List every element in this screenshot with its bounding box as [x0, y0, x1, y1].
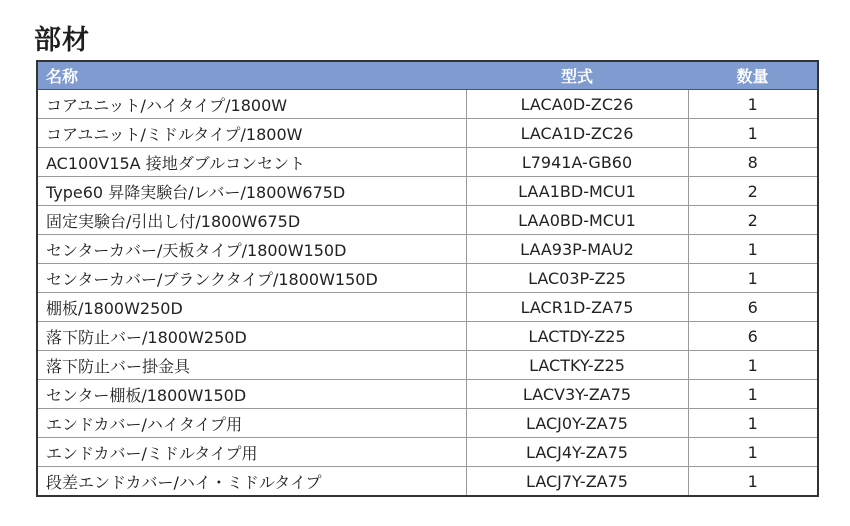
cell-model: LACA0D-ZC26	[466, 90, 688, 119]
cell-name: コアユニット/ハイタイプ/1800W	[37, 90, 466, 119]
table-row	[37, 409, 818, 438]
table-row	[37, 380, 818, 409]
cell-model: LAA0BD-MCU1	[466, 206, 688, 235]
cell-name: 段差エンドカバー/ハイ・ミドルタイプ	[37, 467, 466, 497]
table-row	[37, 90, 818, 119]
column-header-name: 名称	[37, 61, 466, 90]
cell-qty: 2	[688, 206, 818, 235]
cell-name: AC100V15A 接地ダブルコンセント	[37, 148, 466, 177]
cell-name: Type60 昇降実験台/レバー/1800W675D	[37, 177, 466, 206]
cell-qty: 1	[688, 119, 818, 148]
cell-model: LAA93P-MAU2	[466, 235, 688, 264]
cell-model: LACTKY-Z25	[466, 351, 688, 380]
cell-qty: 6	[688, 293, 818, 322]
table-row	[37, 148, 818, 177]
cell-name: 落下防止バー掛金具	[37, 351, 466, 380]
cell-qty: 1	[688, 409, 818, 438]
cell-qty: 1	[688, 235, 818, 264]
cell-qty: 8	[688, 148, 818, 177]
column-header-model: 型式	[466, 61, 688, 90]
page-title: 部材	[34, 25, 90, 56]
cell-model: LACV3Y-ZA75	[466, 380, 688, 409]
cell-qty: 1	[688, 380, 818, 409]
table-row	[37, 206, 818, 235]
table-header-row	[37, 61, 818, 90]
cell-model: LACTDY-Z25	[466, 322, 688, 351]
cell-qty: 2	[688, 177, 818, 206]
cell-name: 棚板/1800W250D	[37, 293, 466, 322]
table-row	[37, 177, 818, 206]
table-row	[37, 235, 818, 264]
cell-name: センター棚板/1800W150D	[37, 380, 466, 409]
cell-qty: 1	[688, 90, 818, 119]
column-header-qty: 数量	[688, 61, 818, 90]
cell-model: LACJ0Y-ZA75	[466, 409, 688, 438]
cell-model: L7941A-GB60	[466, 148, 688, 177]
cell-qty: 1	[688, 264, 818, 293]
table-row	[37, 467, 818, 497]
parts-table	[36, 60, 819, 497]
cell-model: LACA1D-ZC26	[466, 119, 688, 148]
cell-model: LACJ7Y-ZA75	[466, 467, 688, 497]
cell-qty: 6	[688, 322, 818, 351]
cell-name: 固定実験台/引出し付/1800W675D	[37, 206, 466, 235]
cell-name: エンドカバー/ハイタイプ用	[37, 409, 466, 438]
table-row	[37, 293, 818, 322]
table-row	[37, 322, 818, 351]
table-row	[37, 119, 818, 148]
cell-model: LACJ4Y-ZA75	[466, 438, 688, 467]
cell-qty: 1	[688, 467, 818, 497]
table-row	[37, 264, 818, 293]
cell-name: センターカバー/天板タイプ/1800W150D	[37, 235, 466, 264]
cell-name: センターカバー/ブランクタイプ/1800W150D	[37, 264, 466, 293]
cell-model: LAC03P-Z25	[466, 264, 688, 293]
cell-name: エンドカバー/ミドルタイプ用	[37, 438, 466, 467]
cell-model: LACR1D-ZA75	[466, 293, 688, 322]
cell-qty: 1	[688, 438, 818, 467]
cell-model: LAA1BD-MCU1	[466, 177, 688, 206]
table-row	[37, 351, 818, 380]
cell-name: コアユニット/ミドルタイプ/1800W	[37, 119, 466, 148]
table-row	[37, 438, 818, 467]
cell-qty: 1	[688, 351, 818, 380]
cell-name: 落下防止バー/1800W250D	[37, 322, 466, 351]
